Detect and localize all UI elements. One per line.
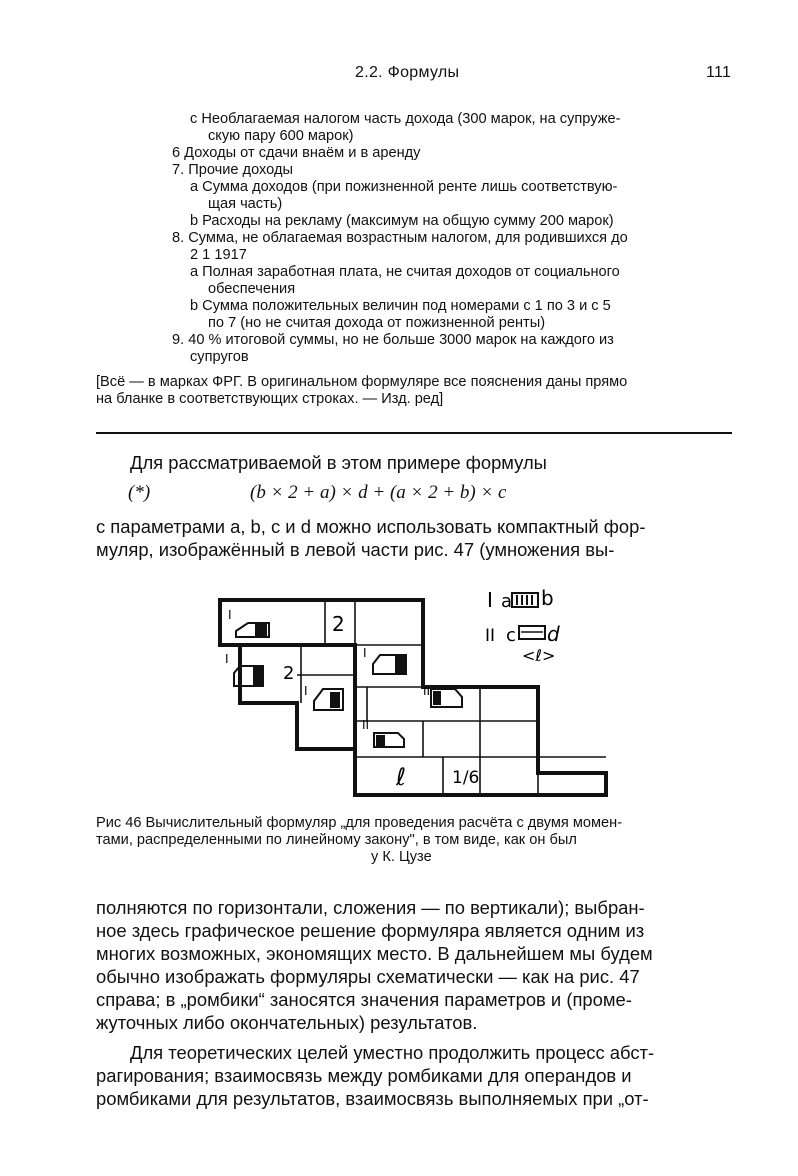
factor-two-top: 2 — [332, 612, 345, 636]
fraction-cell: 1/6 — [452, 768, 480, 788]
multiplier-box-6 — [362, 718, 404, 747]
figure-legend — [485, 586, 560, 665]
legend-roman-two: II — [485, 626, 496, 646]
paragraph-line: муляр, изображённый в левой части рис. 47 (умножения вы- — [96, 539, 615, 560]
list-item: щая часть) — [208, 196, 283, 212]
list-item: 8. Сумма, не облагаемая возрастным налогом, для родившихся до — [172, 230, 628, 246]
factor-two-left: 2 — [283, 663, 295, 684]
paragraph-line: Для рассматриваемой в этом примере формулы — [130, 452, 547, 473]
paragraph-line: ное здесь графическое решение формуляра является одним из — [96, 920, 645, 941]
multiplier-box-2 — [225, 652, 263, 686]
paragraph-line: с параметрами a, b, c и d можно использовать компактный фор- — [96, 516, 646, 537]
roman-two-label: II — [423, 684, 431, 698]
list-item: c Необлагаемая налогом часть дохода (300 марок, на супруже- — [190, 111, 621, 127]
formula-label: (*) — [128, 482, 151, 503]
paragraph-line: справа; в „ромбики“ заносятся значения параметров и (проме- — [96, 989, 632, 1010]
section-divider — [96, 432, 732, 434]
paragraph-line: многих возможных, экономящих место. В дальнейшем мы будем — [96, 943, 653, 964]
paragraph-line: Для теоретических целей уместно продолжить процесс абст- — [130, 1042, 655, 1063]
legend-var-d: d — [547, 622, 560, 646]
list-item: 6 Доходы от сдачи внаём и в аренду — [172, 145, 421, 161]
legend-var-a: a — [501, 591, 513, 612]
roman-two-label: II — [362, 718, 370, 732]
list-item: 2 1 1917 — [190, 247, 247, 263]
legend-var-b: b — [541, 586, 554, 610]
paragraph-line: обычно изображать формуляры схематически — как на рис. 47 — [96, 966, 640, 987]
legend-var-c: c — [506, 625, 516, 646]
list-item: a Полная заработная плата, не считая доходов от социального — [190, 264, 620, 280]
page-number: 111 — [706, 64, 732, 81]
formula-expression: (b × 2 + a) × d + (a × 2 + b) × c — [250, 482, 507, 503]
figure-caption-line: у К. Цузе — [371, 849, 432, 865]
running-header: 2.2. Формулы — [355, 64, 460, 81]
multiplier-box-1 — [228, 608, 269, 637]
roman-one-label: I — [363, 646, 367, 660]
multiplier-box-3 — [363, 646, 406, 674]
list-item: 9. 40 % итоговой суммы, но не больше 3000 марок на каждого из — [172, 332, 614, 348]
editorial-note-line: [Всё — в марках ФРГ. В оригинальном формуляре все пояснения даны прямо — [96, 374, 628, 390]
roman-one-label: I — [304, 684, 308, 698]
computation-form-figure — [210, 585, 620, 807]
legend-roman-one: I — [487, 588, 493, 612]
list-item: b Сумма положительных величин под номерами с 1 по 3 и с 5 — [190, 298, 611, 314]
list-item: b Расходы на рекламу (максимум на общую сумму 200 марок) — [190, 213, 614, 229]
paragraph-line: рагирования; взаимосвязь между ромбиками для операндов и — [96, 1065, 632, 1086]
list-item: обеспечения — [208, 281, 296, 297]
legend-l-marker: <ℓ> — [522, 646, 556, 665]
list-item: 7. Прочие доходы — [172, 162, 293, 178]
multiplier-box-4 — [304, 684, 343, 710]
paragraph-line: полняются по горизонтали, сложения — по вертикали); выбран- — [96, 897, 645, 918]
result-cell-l: ℓ — [396, 763, 406, 791]
paragraph-line: ромбиками для результатов, взаимосвязь выполняемых при „от- — [96, 1088, 649, 1109]
figure-caption-line: тами, распределенными по линейному закону", в том виде, как он был — [96, 832, 577, 848]
paragraph-line: жуточных либо окончательных) результатов. — [96, 1012, 478, 1033]
list-item: по 7 (но не считая дохода от пожизненной ренты) — [208, 315, 546, 331]
roman-one-label: I — [225, 652, 229, 666]
list-item: скую пару 600 марок) — [208, 128, 354, 144]
roman-one-label: I — [228, 608, 232, 622]
figure-caption-line: Рис 46 Вычислительный формуляр „для проведения расчёта с двумя момен- — [96, 815, 623, 831]
list-item: a Сумма доходов (при пожизненной ренте лишь соответствую- — [190, 179, 618, 195]
editorial-note-line: на бланке в соответствующих строках. — Изд. ред] — [96, 391, 444, 407]
list-item: супругов — [190, 349, 249, 365]
